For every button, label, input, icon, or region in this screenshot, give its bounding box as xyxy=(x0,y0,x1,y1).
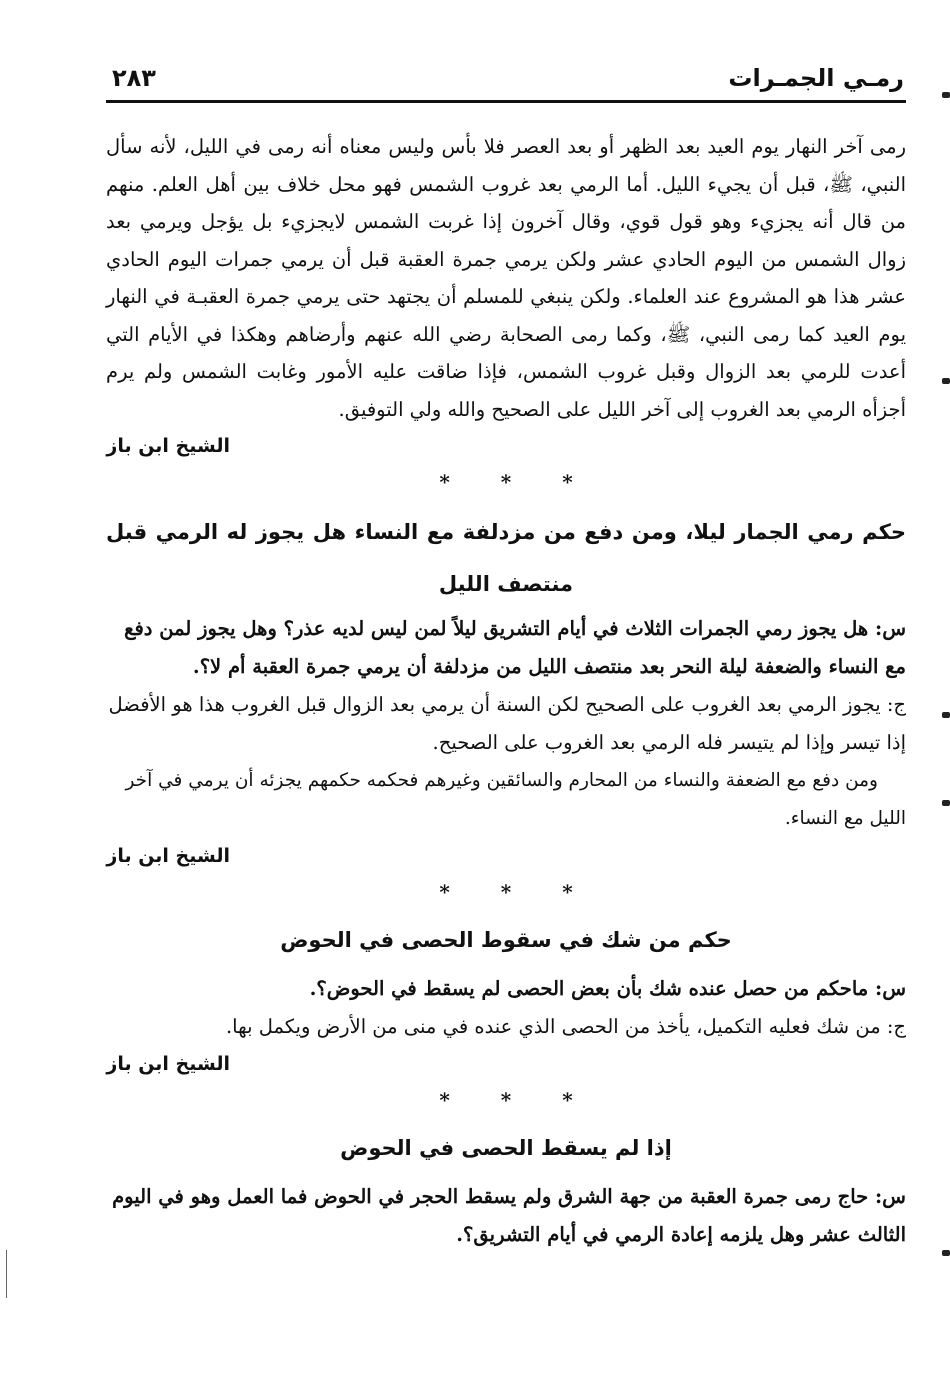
page-content xyxy=(106,128,906,1254)
header-rule xyxy=(106,100,906,103)
question: س: ماحكم من حصل عنده شك بأن بعض الحصى لم يسقط في الحوض؟. xyxy=(309,977,906,1000)
scan-edge-marks xyxy=(936,0,950,1373)
section-separator: * * * xyxy=(439,1088,595,1112)
scan-mark xyxy=(942,378,950,384)
answer: ج: يجوز الرمي بعد الغروب على الصحيح لكن السنة أن يرمي بعد الزوال قبل الغروب هذا هو الأفضل إذا تيسر وإذا لم يتيسر فله الرمي بعد الغروب على الصحيح. xyxy=(108,693,906,754)
signature: الشيخ ابن باز xyxy=(106,1053,230,1075)
continuation-paragraph: رمى آخر النهار يوم العيد بعد الظهر أو بعد العصر فلا بأس وليس معناه أنه رمى في الليل، لأنه سأل النبي، ﷺ، قبل أن يجيء الليل. أما الرمي بعد غروب الشمس فهو محل خلاف بين أهل العلم. منهم من قال أنه يجزيء وهو قول قوي، وقال آخرون إذا غربت الشمس لايجزيء بل يؤجل ويرمي بعد زوال الشمس من اليوم الحادي عشر ولكن يرمي جمرة العقبة قبل أن يرمي جمرات اليوم الحادي عشر هذا هو المشروع عند العلماء. ولكن ينبغي للمسلم أن يجتهد حتى يرمي جمرة العقبـة في النهار يوم العيد كما رمى النبي، ﷺ، وكما رمى الصحابة رضي الله عنهم وأرضاهم وهكذا في الأيام التي أعدت للرمي بعد الزوال وقبل غروب الشمس، فإذا ضاقت عليه الأمور وغابت الشمس ولم يرم أجزأه الرمي بعد الغروب إلى آخر الليل على الصحيح والله ولي التوفيق. xyxy=(106,135,906,421)
section-separator: * * * xyxy=(439,470,595,494)
scan-mark xyxy=(942,800,950,806)
page-header xyxy=(106,62,906,96)
signature: الشيخ ابن باز xyxy=(106,845,230,867)
scan-mark xyxy=(942,1250,950,1256)
question: س: هل يجوز رمي الجمرات الثلاث في أيام التشريق ليلاً لمن ليس لديه عذر؟ وهل يجوز لمن دفع مع النساء والضعفة ليلة النحر بعد منتصف الليل من مزدلفة أن يرمي جمرة العقبة أم لا؟. xyxy=(124,617,906,678)
section-heading: حكم من شك في سقوط الحصى في الحوض xyxy=(280,928,732,952)
page-number: ٢٨٣ xyxy=(112,64,156,92)
section-heading: حكم رمي الجمار ليلا، ومن دفع من مزدلفة مع النساء هل يجوز له الرمي قبل منتصف الليل xyxy=(106,520,906,596)
section-heading: إذا لم يسقط الحصى في الحوض xyxy=(340,1136,672,1160)
scan-mark xyxy=(942,92,950,98)
section-separator: * * * xyxy=(439,880,595,904)
running-title: رمـي الجمـرات xyxy=(728,64,904,92)
answer-continuation: ومن دفع مع الضعفة والنساء من المحارم والسائقين وغيرهم فحكمه حكمهم يجزئه أن يرمي في آخر الليل مع النساء. xyxy=(125,770,906,829)
scan-mark xyxy=(942,712,950,718)
question: س: حاج رمى جمرة العقبة من جهة الشرق ولم يسقط الحجر في الحوض فما العمل وهو في اليوم الثالث عشر وهل يلزمه إعادة الرمي في أيام التشريق؟. xyxy=(112,1185,906,1246)
signature: الشيخ ابن باز xyxy=(106,435,230,457)
answer: ج: من شك فعليه التكميل، يأخذ من الحصى الذي عنده في منى من الأرض ويكمل بها. xyxy=(225,1015,906,1038)
scan-speck xyxy=(6,1250,7,1298)
